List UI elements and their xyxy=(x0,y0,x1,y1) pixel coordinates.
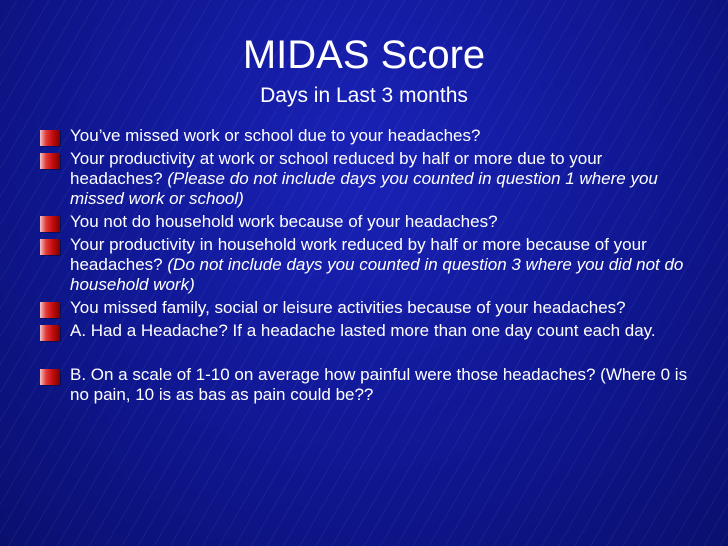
red-square-bullet-icon xyxy=(40,239,60,255)
red-square-bullet-icon xyxy=(40,302,60,318)
red-square-bullet-icon xyxy=(40,369,60,385)
bullet-text: You not do household work because of your headaches? xyxy=(70,212,498,231)
red-square-bullet-icon xyxy=(40,130,60,146)
bullet-item-7 xyxy=(40,365,690,405)
bullet-text: You’ve missed work or school due to your headaches? xyxy=(70,126,481,145)
bullet-italic-note: (Do not include days you counted in question 3 where you did not do household work) xyxy=(70,255,684,294)
bullet-text: B. On a scale of 1-10 on average how painful were those headaches? (Where 0 is no pain, 10 is as bas as pain could be?? xyxy=(70,365,688,404)
bullet-item-6 xyxy=(40,321,690,341)
red-square-bullet-icon xyxy=(40,153,60,169)
bullet-text: Your productivity in household work reduced by half or more because of your headaches? xyxy=(70,235,647,274)
bullet-item-5 xyxy=(40,298,690,318)
bullet-text: A. Had a Headache? If a headache lasted more than one day count each day. xyxy=(70,321,656,340)
bullet-list xyxy=(40,126,690,408)
red-square-bullet-icon xyxy=(40,325,60,341)
bullet-item-1 xyxy=(40,126,690,146)
bullet-italic-note: (Please do not include days you counted in question 1 where you missed work or school) xyxy=(70,169,658,208)
bullet-item-2 xyxy=(40,149,690,209)
red-square-bullet-icon xyxy=(40,216,60,232)
bullet-text: Your productivity at work or school reduced by half or more due to your headaches? xyxy=(70,149,603,188)
bullet-item-4 xyxy=(40,235,690,295)
slide-subtitle: Days in Last 3 months xyxy=(260,84,468,107)
bullet-item-3 xyxy=(40,212,690,232)
bullet-text: You missed family, social or leisure activities because of your headaches? xyxy=(70,298,626,317)
slide-title: MIDAS Score xyxy=(242,33,486,77)
